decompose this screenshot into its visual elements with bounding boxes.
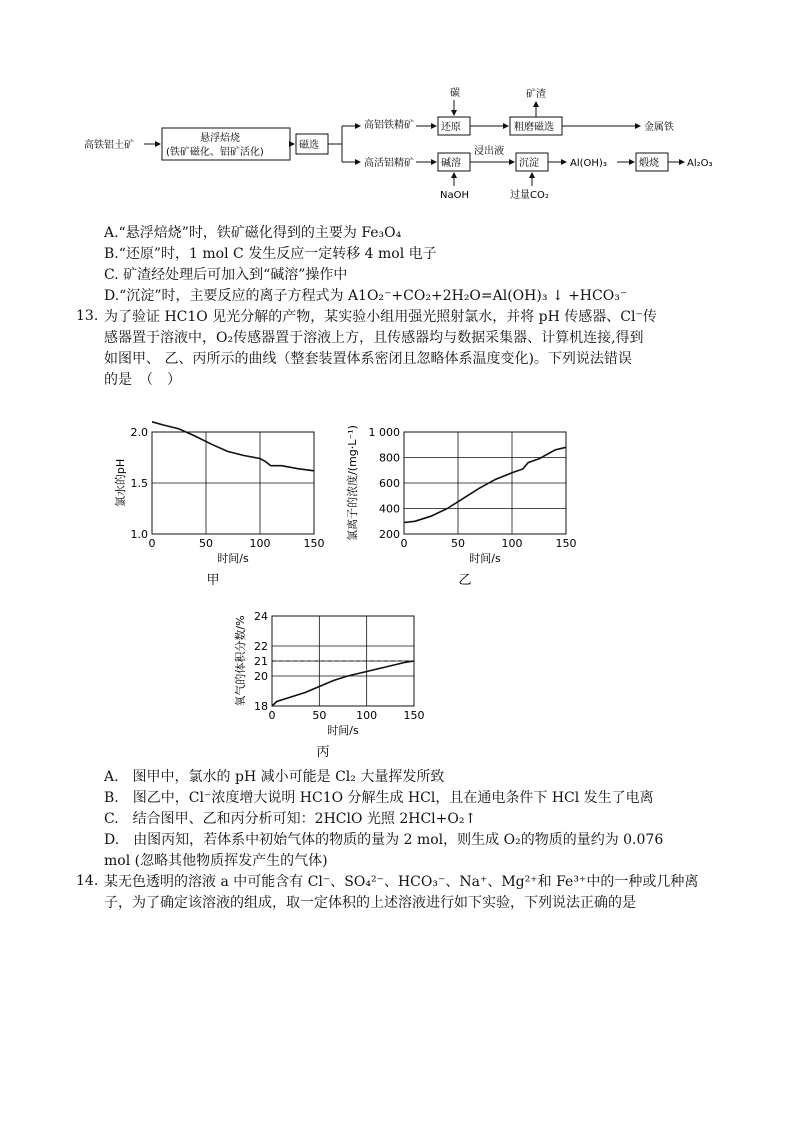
fe-concentrate-label: 高铝铁精矿 [364,120,414,131]
q13-stem-4: 的是 （ ） [104,372,181,388]
q13-option-a: A. 图甲中，氯水的 pH 减小可能是 Cl₂ 大量挥发所致 [104,769,445,785]
x-tick-label: 100 [501,537,523,550]
q12-option-d: D.“沉淀”时，主要反应的离子方程式为 A1O₂⁻+CO₂+2H₂O=Al(OH)₃ ↓ +HCO₃⁻ [104,288,628,304]
x-tick-label: 150 [403,709,425,722]
y-tick-label: 18 [254,700,268,713]
y-axis-label: 氯水的pH [114,458,127,508]
x-axis-label: 时间/s [217,552,249,565]
x-axis-label: 时间/s [469,552,501,565]
y-tick-label: 24 [254,610,268,623]
y-axis-label: 氯离子的浓度/(mg·L⁻¹) [346,425,359,541]
alkali-box: 碱溶 [441,158,461,169]
x-tick-label: 50 [199,537,213,550]
y-tick-label: 1 000 [368,426,400,439]
raw-ore-label: 高铁铝土矿 [84,140,134,151]
y-tick-label: 800 [379,451,400,465]
aloh3-label: Al(OH)₃ [570,158,607,169]
chart-bing [228,604,438,764]
q12-option-c: C. 矿渣经处理后可加入到“碱溶”操作中 [104,267,348,283]
y-tick-label: 21 [254,655,268,668]
chart-caption: 乙 [458,573,472,588]
y-tick-label: 600 [379,477,400,490]
series-line [152,422,314,471]
q13-option-d: D. 由图丙知，若体系中初始气体的物质的量为 2 mol，则生成 O₂的物质的量约为 0.076 [104,832,664,848]
q12-option-b: B.“还原”时，1 mol C 发生反应一定转移 4 mol 电子 [104,246,437,262]
q13-option-d-cont: mol (忽略其他物质挥发产生的气体) [104,853,328,869]
y-tick-label: 20 [254,670,268,683]
slag-label: 矿渣 [526,89,546,100]
x-tick-label: 100 [356,709,378,722]
al2o3-label: Al₂O₃ [687,158,713,169]
carbon-label: 碳 [450,88,460,99]
process-flowchart [80,86,730,206]
roast-box-label: 悬浮焙烧 [200,133,240,144]
q13-stem-1: 为了验证 HC1O 见光分解的产物，某实验小组用强光照射氯水，并将 pH 传感器、Cl⁻传 [104,309,657,325]
x-tick-label: 0 [148,537,156,550]
x-tick-label: 0 [400,537,408,550]
x-tick-label: 50 [451,537,465,550]
reduce-box: 还原 [441,122,461,133]
q14-number: 14. [76,873,99,889]
y-tick-label: 400 [379,502,400,516]
chart-yi [340,420,580,600]
calcine-box: 煅烧 [639,158,659,169]
chart-caption: 丙 [316,745,330,760]
y-tick-label: 22 [254,640,268,653]
leach-label: 浸出液 [474,146,504,157]
y-tick-label: 200 [379,528,400,541]
naoh-label: NaOH [440,190,469,201]
q13-number: 13. [76,308,99,324]
magsep-box: 磁选 [299,140,319,151]
y-tick-label: 1.0 [130,528,148,541]
x-tick-label: 150 [555,537,577,550]
x-tick-label: 0 [268,709,276,722]
grind-box: 粗磨磁选 [514,122,554,133]
q13-stem-2: 感器置于溶液中，O₂传感器置于溶液上方，且传感器均与数据采集器、计算机连接,得到 [104,330,644,346]
y-tick-label: 2.0 [130,426,148,439]
x-axis-label: 时间/s [327,724,359,737]
series-line [272,661,414,706]
y-tick-label: 1.5 [130,477,148,490]
q14-stem-2: 子，为了确定该溶液的组成，取一定体积的上述溶液进行如下实验，下列说法正确的是 [104,895,636,911]
q13-stem-3: 如图甲、 乙、丙所示的曲线（整套装置体系密闭且忽略体系温度变化)。下列说法错误 [104,351,632,367]
q13-option-c: C. 结合图甲、乙和丙分析可知：2HClO 光照 2HCl+O₂↑ [104,811,477,827]
q12-option-a: A.“悬浮焙烧”时，铁矿磁化得到的主要为 Fe₃O₄ [104,225,402,241]
y-axis-label: 氧气的体积分数/% [234,615,247,707]
metal-iron-label: 金属铁 [644,122,674,133]
precip-box: 沉淀 [519,158,539,169]
al-concentrate-label: 高活铝精矿 [364,158,414,169]
chart-caption: 甲 [206,573,220,588]
q13-option-b: B. 图乙中，Cl⁻浓度增大说明 HC1O 分解生成 HCl，且在通电条件下 HCl 发生了电离 [104,790,654,806]
chart-jia [110,420,330,600]
q14-stem-1: 某无色透明的溶液 a 中可能含有 Cl⁻、SO₄²⁻、HCO₃⁻、Na⁺、Mg²⁺和 Fe³⁺中的一种或几种离 [104,874,699,890]
co2-label: 过量CO₂ [510,190,549,201]
x-tick-label: 150 [303,537,325,550]
roast-box-sub: (铁矿磁化、铝矿活化) [166,147,264,158]
series-line [404,447,566,522]
x-tick-label: 50 [312,709,327,722]
x-tick-label: 100 [249,537,271,550]
